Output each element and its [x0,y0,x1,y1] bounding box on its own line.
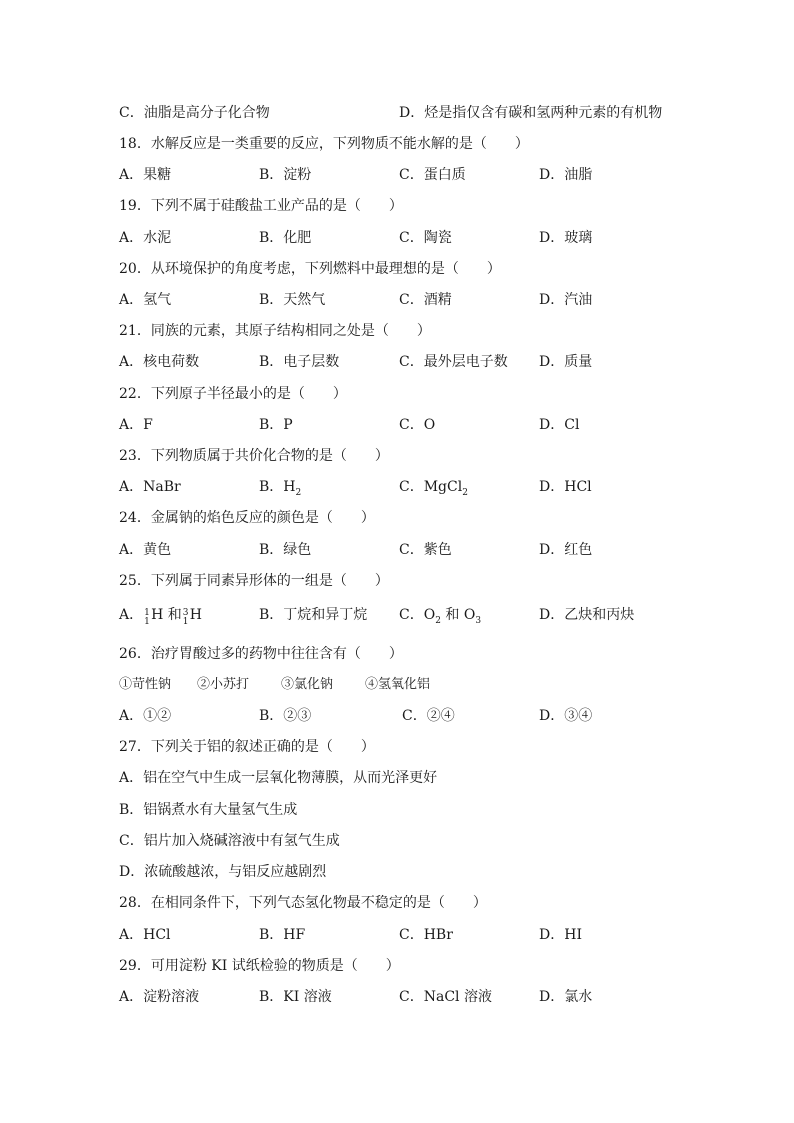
option-d: D．氯水 [539,989,593,1005]
question-19-stem: 19．下列不属于硅酸盐工业产品的是（ ） [119,198,403,214]
option-a: A．F [119,417,153,433]
option-b: B．绿色 [259,542,312,558]
choice-item: ①苛性钠 [119,677,172,692]
nuclide-notation: 1 1 [144,608,150,627]
option-c: C．O [399,417,436,433]
option-c: C．紫色 [399,542,452,558]
option-c: C．蛋白质 [399,167,466,183]
option-c: C．铝片加入烧碱溶液中有氢气生成 [119,833,340,849]
option-b: B．化肥 [259,230,312,246]
option-d: D．玻璃 [539,230,593,246]
question-18-stem: 18．水解反应是一类重要的反应，下列物质不能水解的是（ ） [119,136,529,152]
option-c: C．酒精 [399,292,452,308]
option-a: A．果糖 [119,167,172,183]
option-a: A．①② [119,708,172,724]
option-c: C．②④ [402,708,455,724]
option-c: C．NaCl 溶液 [399,989,492,1005]
option-a: A．黄色 [119,542,172,558]
option-d: D．油脂 [539,167,593,183]
option-d: D．浓硫酸越浓，与铝反应越剧烈 [119,864,327,880]
choice-item: ④氢氧化铝 [365,677,431,692]
option-c: C．MgCl$_2$ [399,479,468,498]
option-c: C．油脂是高分子化合物 [119,105,270,121]
option-a: A．淀粉溶液 [119,989,200,1005]
option-d: D．质量 [539,354,593,370]
question-22-stem: 22．下列原子半径最小的是（ ） [119,386,347,402]
option-d: D．汽油 [539,292,593,308]
question-25-stem: 25．下列属于同素异形体的一组是（ ） [119,573,389,589]
option-a: A．铝在空气中生成一层氧化物薄膜，从而光泽更好 [119,770,438,786]
option-b: B．天然气 [259,292,326,308]
question-24-stem: 24．金属钠的焰色反应的颜色是（ ） [119,510,375,526]
option-c: C．HBr [399,927,453,943]
option-d: D．Cl [539,417,580,433]
choice-item: ②小苏打 [197,677,250,692]
option-d: D．HI [539,927,582,943]
option-b: B．$H_2$ [259,479,302,498]
question-29-stem: 29．可用淀粉 KI 试纸检验的物质是（ ） [119,958,400,974]
option-a: A．水泥 [119,230,172,246]
question-21-stem: 21．同族的元素，其原子结构相同之处是（ ） [119,323,431,339]
option-b: B．淀粉 [259,167,312,183]
option-b: B．丁烷和异丁烷 [259,607,368,623]
option-d: D．③④ [539,708,593,724]
question-28-stem: 28．在相同条件下，下列气态氢化物最不稳定的是（ ） [119,895,487,911]
question-20-stem: 20．从环境保护的角度考虑，下列燃料中最理想的是（ ） [119,261,501,277]
option-d: D．烃是指仅含有碳和氢两种元素的有机物 [399,105,663,121]
option-b: B．P [259,417,293,433]
option-d: D．乙炔和丙炔 [539,607,635,623]
option-c: C．陶瓷 [399,230,452,246]
option-d: D．HCl [539,479,592,495]
nuclide-notation: 3 1 [182,608,189,627]
option-b: B．KI 溶液 [259,989,332,1005]
question-27-stem: 27．下列关于铝的叙述正确的是（ ） [119,739,375,755]
choice-item: ③氯化钠 [281,677,334,692]
option-a: A．氢气 [119,292,172,308]
option-b: B．HF [259,927,306,943]
option-b: B．铝锅煮水有大量氢气生成 [119,802,298,818]
question-23-stem: 23．下列物质属于共价化合物的是（ ） [119,448,389,464]
option-d: D．红色 [539,542,593,558]
option-a: A． 1 1 H 和 3 1 H [119,607,203,627]
option-b: B．电子层数 [259,354,340,370]
option-c: C．最外层电子数 [399,354,508,370]
option-a: A．HCl [119,927,171,943]
option-a: A．核电荷数 [119,354,200,370]
question-26-stem: 26．治疗胃酸过多的药物中往往含有（ ） [119,646,403,662]
option-c: C．$O_2$ 和 $O_3$ [399,607,482,626]
option-a: A．NaBr [119,479,181,495]
option-b: B．②③ [259,708,312,724]
